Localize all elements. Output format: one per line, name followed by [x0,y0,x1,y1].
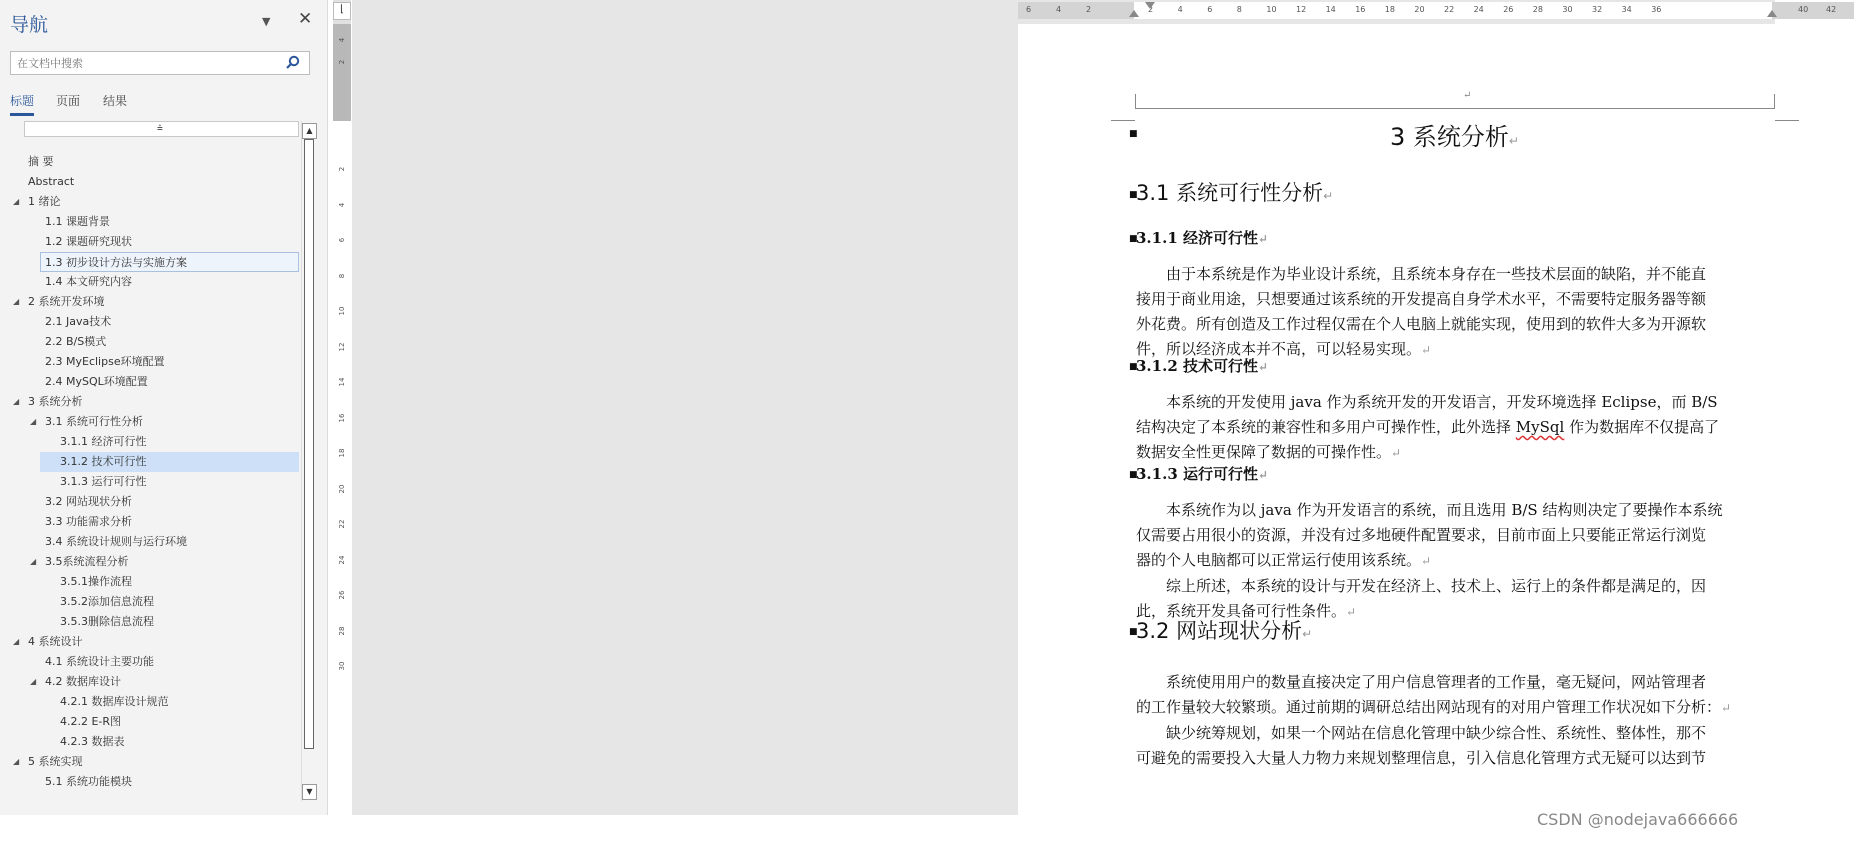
ruler-tick-label: 30 [1562,5,1573,14]
ruler-tick-label: 14 [338,377,346,387]
nav-tree-item[interactable] [45,312,111,332]
ruler-tick-label: 4 [1056,5,1062,14]
nav-tree-item-label: 4.2.3 数据表 [60,735,125,748]
nav-scrollbar[interactable] [301,121,317,801]
document-canvas[interactable] [352,0,1837,815]
right-indent-marker[interactable] [1767,10,1777,17]
nav-title: 导航 [10,14,49,36]
nav-tree-item-label: 3.3 功能需求分析 [45,515,132,528]
ruler-tick-label: 2 [1148,5,1154,14]
ruler-tick-label: 20 [1414,5,1425,14]
nav-tree-item[interactable] [45,512,132,532]
scrollbar-thumb[interactable] [304,139,314,749]
nav-tree-item-label: 5.1 系统功能模块 [45,775,132,788]
paragraph-line: 外花费。所有创造及工作过程仅需在个人电脑上就能实现，使用到的软件大多为开源软 [1136,315,1707,333]
nav-tree-item[interactable] [60,732,125,752]
nav-tree-item[interactable] [40,452,299,472]
nav-tree-item-label: 1.3 初步设计方法与实施方案 [45,256,187,269]
close-icon[interactable]: ✕ [298,9,313,29]
ruler-tick-label: 12 [338,342,346,351]
crop-mark [1774,94,1775,109]
ruler-tick-label: 4 [338,202,346,207]
nav-tree-item[interactable] [45,332,106,352]
nav-tree-item[interactable] [60,712,121,732]
paragraph-line: 结构决定了本系统的兼容性和多用户可操作性，此外选择 MySql 作为数据库不仅提高了 [1136,418,1720,436]
paragraph-line: 系统使用用户的数量直接决定了用户信息管理者的工作量，毫无疑问，网站管理者 [1166,673,1707,691]
search-icon[interactable] [285,55,301,71]
ruler-tick-label: 24 [338,555,346,564]
nav-tree-item[interactable] [45,272,132,292]
ruler-tick-label: 10 [338,306,346,316]
nav-tree-item-label: 3.1.2 技术可行性 [60,455,147,468]
paragraph-line: 此，系统开发具备可行性条件。↵ [1136,602,1357,620]
ruler-tick-label: 22 [1444,5,1455,14]
ruler-tick-label: 16 [338,413,346,422]
paragraph-bullet: ■ [1129,627,1138,637]
nav-tree-item-label: 3.1 系统可行性分析 [45,415,143,428]
expand-caret-icon[interactable]: ◢ [30,557,37,566]
paragraph-line: 本系统的开发使用 java 作为系统开发的开发语言，开发环境选择 Eclipse，而 B/S [1166,393,1718,411]
nav-tree-item[interactable] [45,372,148,392]
paragraph-line: 件，所以经济成本并不高，可以轻易实现。↵ [1136,340,1432,358]
ruler-tick-label: 6 [338,237,346,243]
expand-caret-icon[interactable]: ◢ [13,297,20,306]
ruler-tick-label: 40 [1798,5,1809,14]
nav-tree-item[interactable] [13,192,61,212]
watermark: CSDN @nodejava666666 [1537,810,1739,829]
ruler-tick-label: 14 [1325,5,1336,14]
paragraph-bullet: ■ [1129,470,1138,480]
nav-tree-item-label: 4 系统设计 [28,635,83,648]
ruler-tick-label: 12 [1296,5,1307,14]
ruler-tick-label: 30 [338,661,346,671]
nav-tree-item-label: 3.5.3删除信息流程 [60,615,154,628]
nav-tree-item[interactable] [45,352,165,372]
nav-tree-item-label: 3.5.1操作流程 [60,575,132,588]
tab-headings[interactable]: 标题 [10,94,35,108]
nav-tree-item-label: 3.1.3 运行可行性 [60,475,147,488]
nav-tree-item-label: 4.2.2 E-R图 [60,715,122,728]
tab-results[interactable]: 结果 [103,94,128,108]
heading-2: 3.2 网站现状分析↵ [1136,619,1313,643]
nav-tree-item[interactable] [30,672,121,692]
nav-tree-item-label: 4.2.1 数据库设计规范 [60,695,169,708]
ruler-tick-label: 8 [1236,5,1242,14]
paragraph-line: 综上所述，本系统的设计与开发在经济上、技术上、运行上的条件都是满足的，因 [1166,577,1707,595]
nav-tree-item-label: 4.1 系统设计主要功能 [45,655,154,668]
vertical-ruler-page [333,121,351,815]
ruler-tick-label: 26 [1503,5,1514,14]
heading-3: 3.1.3 运行可行性↵ [1136,465,1269,483]
ruler-tick-label: 24 [1473,5,1484,14]
ruler-tick-label: 2 [1086,5,1092,14]
nav-tree-item[interactable] [40,252,299,272]
paragraph-line: 仅需要占用很小的资源，并没有过多地硬件配置要求，目前市面上只要能正常运行浏览 [1136,526,1707,544]
ruler-tick-label: 16 [1355,5,1366,14]
paragraph-line: 缺少统筹规划，如果一个网站在信息化管理中缺少综合性、系统性、整体性，那不 [1166,724,1707,742]
spelling-error[interactable]: MySql [1515,418,1565,436]
paragraph-line: 器的个人电脑都可以正常运行使用该系统。↵ [1136,551,1432,569]
nav-tree-item-label: 摘 要 [28,155,54,168]
nav-tree-item[interactable] [45,492,132,512]
expand-caret-icon[interactable]: ◢ [13,637,20,646]
nav-tree-item-label: 1 绪论 [28,195,61,208]
paragraph-bullet: ■ [1129,190,1138,200]
nav-tree-item[interactable] [13,752,83,772]
ruler-tick-label: 2 [338,59,346,65]
paragraph-line: 可避免的需要投入大量人力物力来规划整理信息，引入信息化管理方式无疑可以达到节 [1136,749,1707,767]
heading-2: 3.1 系统可行性分析↵ [1136,181,1334,205]
collapse-all-button[interactable] [24,121,299,137]
nav-tree-item-label: 3.5.2添加信息流程 [60,595,154,608]
navigation-pane [0,0,328,815]
nav-tree-item[interactable] [13,632,83,652]
scroll-down-icon[interactable]: ▼ [302,784,317,800]
nav-tree-item[interactable] [13,292,105,312]
crop-mark [1111,120,1135,121]
horizontal-ruler [1018,2,1854,19]
nav-tree-item-label: 2.3 MyEclipse环境配置 [45,355,165,368]
nav-tree-item[interactable] [28,152,54,172]
nav-tree-item-label: 3.2 网站现状分析 [45,495,132,508]
expand-caret-icon[interactable]: ◢ [13,757,20,766]
heading-1: 3 系统分析↵ [1390,123,1519,151]
nav-tree-item-label: 2 系统开发环境 [28,295,105,308]
header-separator-line [1136,108,1774,109]
vertical-ruler [333,0,351,815]
nav-tree-item-label: 2.1 Java技术 [45,315,112,328]
expand-caret-icon[interactable]: ◢ [30,417,37,426]
paragraph-bullet: ■ [1129,362,1138,372]
ruler-tick-label: 42 [1826,5,1837,14]
tab-pages[interactable]: 页面 [56,94,81,108]
paragraph-line: 数据安全性更保障了数据的可操作性。↵ [1136,443,1402,461]
ruler-tick-label: 6 [1026,5,1032,14]
ruler-tick-label: 26 [338,590,346,600]
ruler-tick-label: 28 [1532,5,1543,14]
paragraph-line: 接用于商业用途，只想要通过该系统的开发提高自身学术水平，不需要特定服务器等额 [1136,290,1707,308]
paragraph [1136,498,1776,625]
expand-caret-icon[interactable]: ◢ [13,397,20,406]
first-line-indent-marker[interactable] [1145,2,1155,9]
nav-tree-item-label: 3 系统分析 [28,395,83,408]
ruler-tick-label: 4 [1177,5,1183,14]
ruler-tick-label: 36 [1651,5,1662,14]
crop-mark [1135,94,1136,109]
nav-tree-item[interactable] [45,772,132,792]
paragraph-bullet: ■ [1129,129,1138,139]
nav-tree-item-label: 3.1.1 经济可行性 [60,435,147,448]
nav-tree-item[interactable] [60,592,154,612]
paragraph [1136,670,1776,771]
paragraph-line: 由于本系统是作为毕业设计系统，且系统本身存在一些技术层面的缺陷，并不能直 [1166,265,1707,283]
ruler-tick-label: 8 [338,273,346,278]
nav-tree-item[interactable] [60,612,154,632]
nav-tree-item[interactable] [28,172,74,192]
nav-tree-item-label: 1.4 本文研究内容 [45,275,132,288]
nav-tree-item[interactable] [45,652,154,672]
ruler-tick-label: 34 [1621,5,1632,14]
nav-tree-item[interactable] [45,532,187,552]
nav-tree-item-label: 4.2 数据库设计 [45,675,121,688]
nav-tree-item[interactable] [45,232,132,252]
nav-tree-item[interactable] [30,412,143,432]
ruler-tick-label: 4 [338,37,346,43]
nav-tree-item-label: 1.1 课题背景 [45,215,110,228]
scroll-up-icon[interactable]: ▲ [302,123,317,139]
nav-tree-item[interactable] [60,692,169,712]
paragraph [1136,390,1776,466]
nav-tree-item-label: 5 系统实现 [28,755,83,768]
nav-tree-item[interactable] [13,392,83,412]
heading-3: 3.1.1 经济可行性↵ [1136,229,1269,247]
nav-tree-item[interactable] [30,552,129,572]
paragraph-line: 的工作量较大较繁琐。通过前期的调研总结出网站现有的对用户管理工作状况如下分析：↵ [1136,698,1732,716]
paragraph-bullet: ■ [1129,234,1138,244]
ruler-tick-label: 18 [1384,5,1395,14]
ruler-tick-label: 10 [1266,5,1277,14]
expand-caret-icon[interactable]: ◢ [13,197,20,206]
nav-tree-item-label: 2.2 B/S模式 [45,335,107,348]
ruler-tick-label: 20 [338,484,346,493]
ruler-tick-label: 28 [338,626,346,635]
paragraph [1136,262,1776,363]
nav-tree-item[interactable] [60,572,132,592]
bottom-strip [0,815,1775,842]
ruler-tick-label: 22 [338,519,346,529]
nav-tree-item-label: 3.4 系统设计规则与运行环境 [45,535,187,548]
paragraph-line: 本系统作为以 java 作为开发语言的系统，而且选用 B/S 结构则决定了要操作本系统 [1166,501,1723,519]
nav-tree-item-label: 2.4 MySQL环境配置 [45,375,148,388]
nav-tree-item[interactable] [45,212,110,232]
nav-tree-item[interactable] [60,432,147,452]
nav-tree-item-label: 1.2 课题研究现状 [45,235,132,248]
nav-search-box [10,51,310,75]
tab-selector-button[interactable]: ⌊ [333,2,351,20]
nav-tree-item-label: 3.5系统流程分析 [45,555,129,568]
ruler-tick-label: 32 [1592,5,1603,14]
heading-3: 3.1.2 技术可行性↵ [1136,357,1269,375]
collapse-all-icon: ⩮ [157,123,163,134]
expand-caret-icon[interactable]: ◢ [30,677,37,686]
crop-mark [1775,120,1799,121]
search-input[interactable] [11,52,293,74]
nav-tree-item-label: Abstract [28,175,75,188]
document-page[interactable] [1018,24,1854,815]
ruler-tick-label: 18 [338,448,346,458]
ruler-tick-label: 6 [1207,5,1213,14]
nav-tree-item[interactable] [60,472,147,492]
hanging-indent-marker[interactable] [1129,10,1139,17]
nav-options-dropdown-icon[interactable]: ▼ [262,15,271,28]
ruler-tick-label: 2 [338,166,346,172]
header-paragraph-mark: ↵ [1463,90,1472,101]
